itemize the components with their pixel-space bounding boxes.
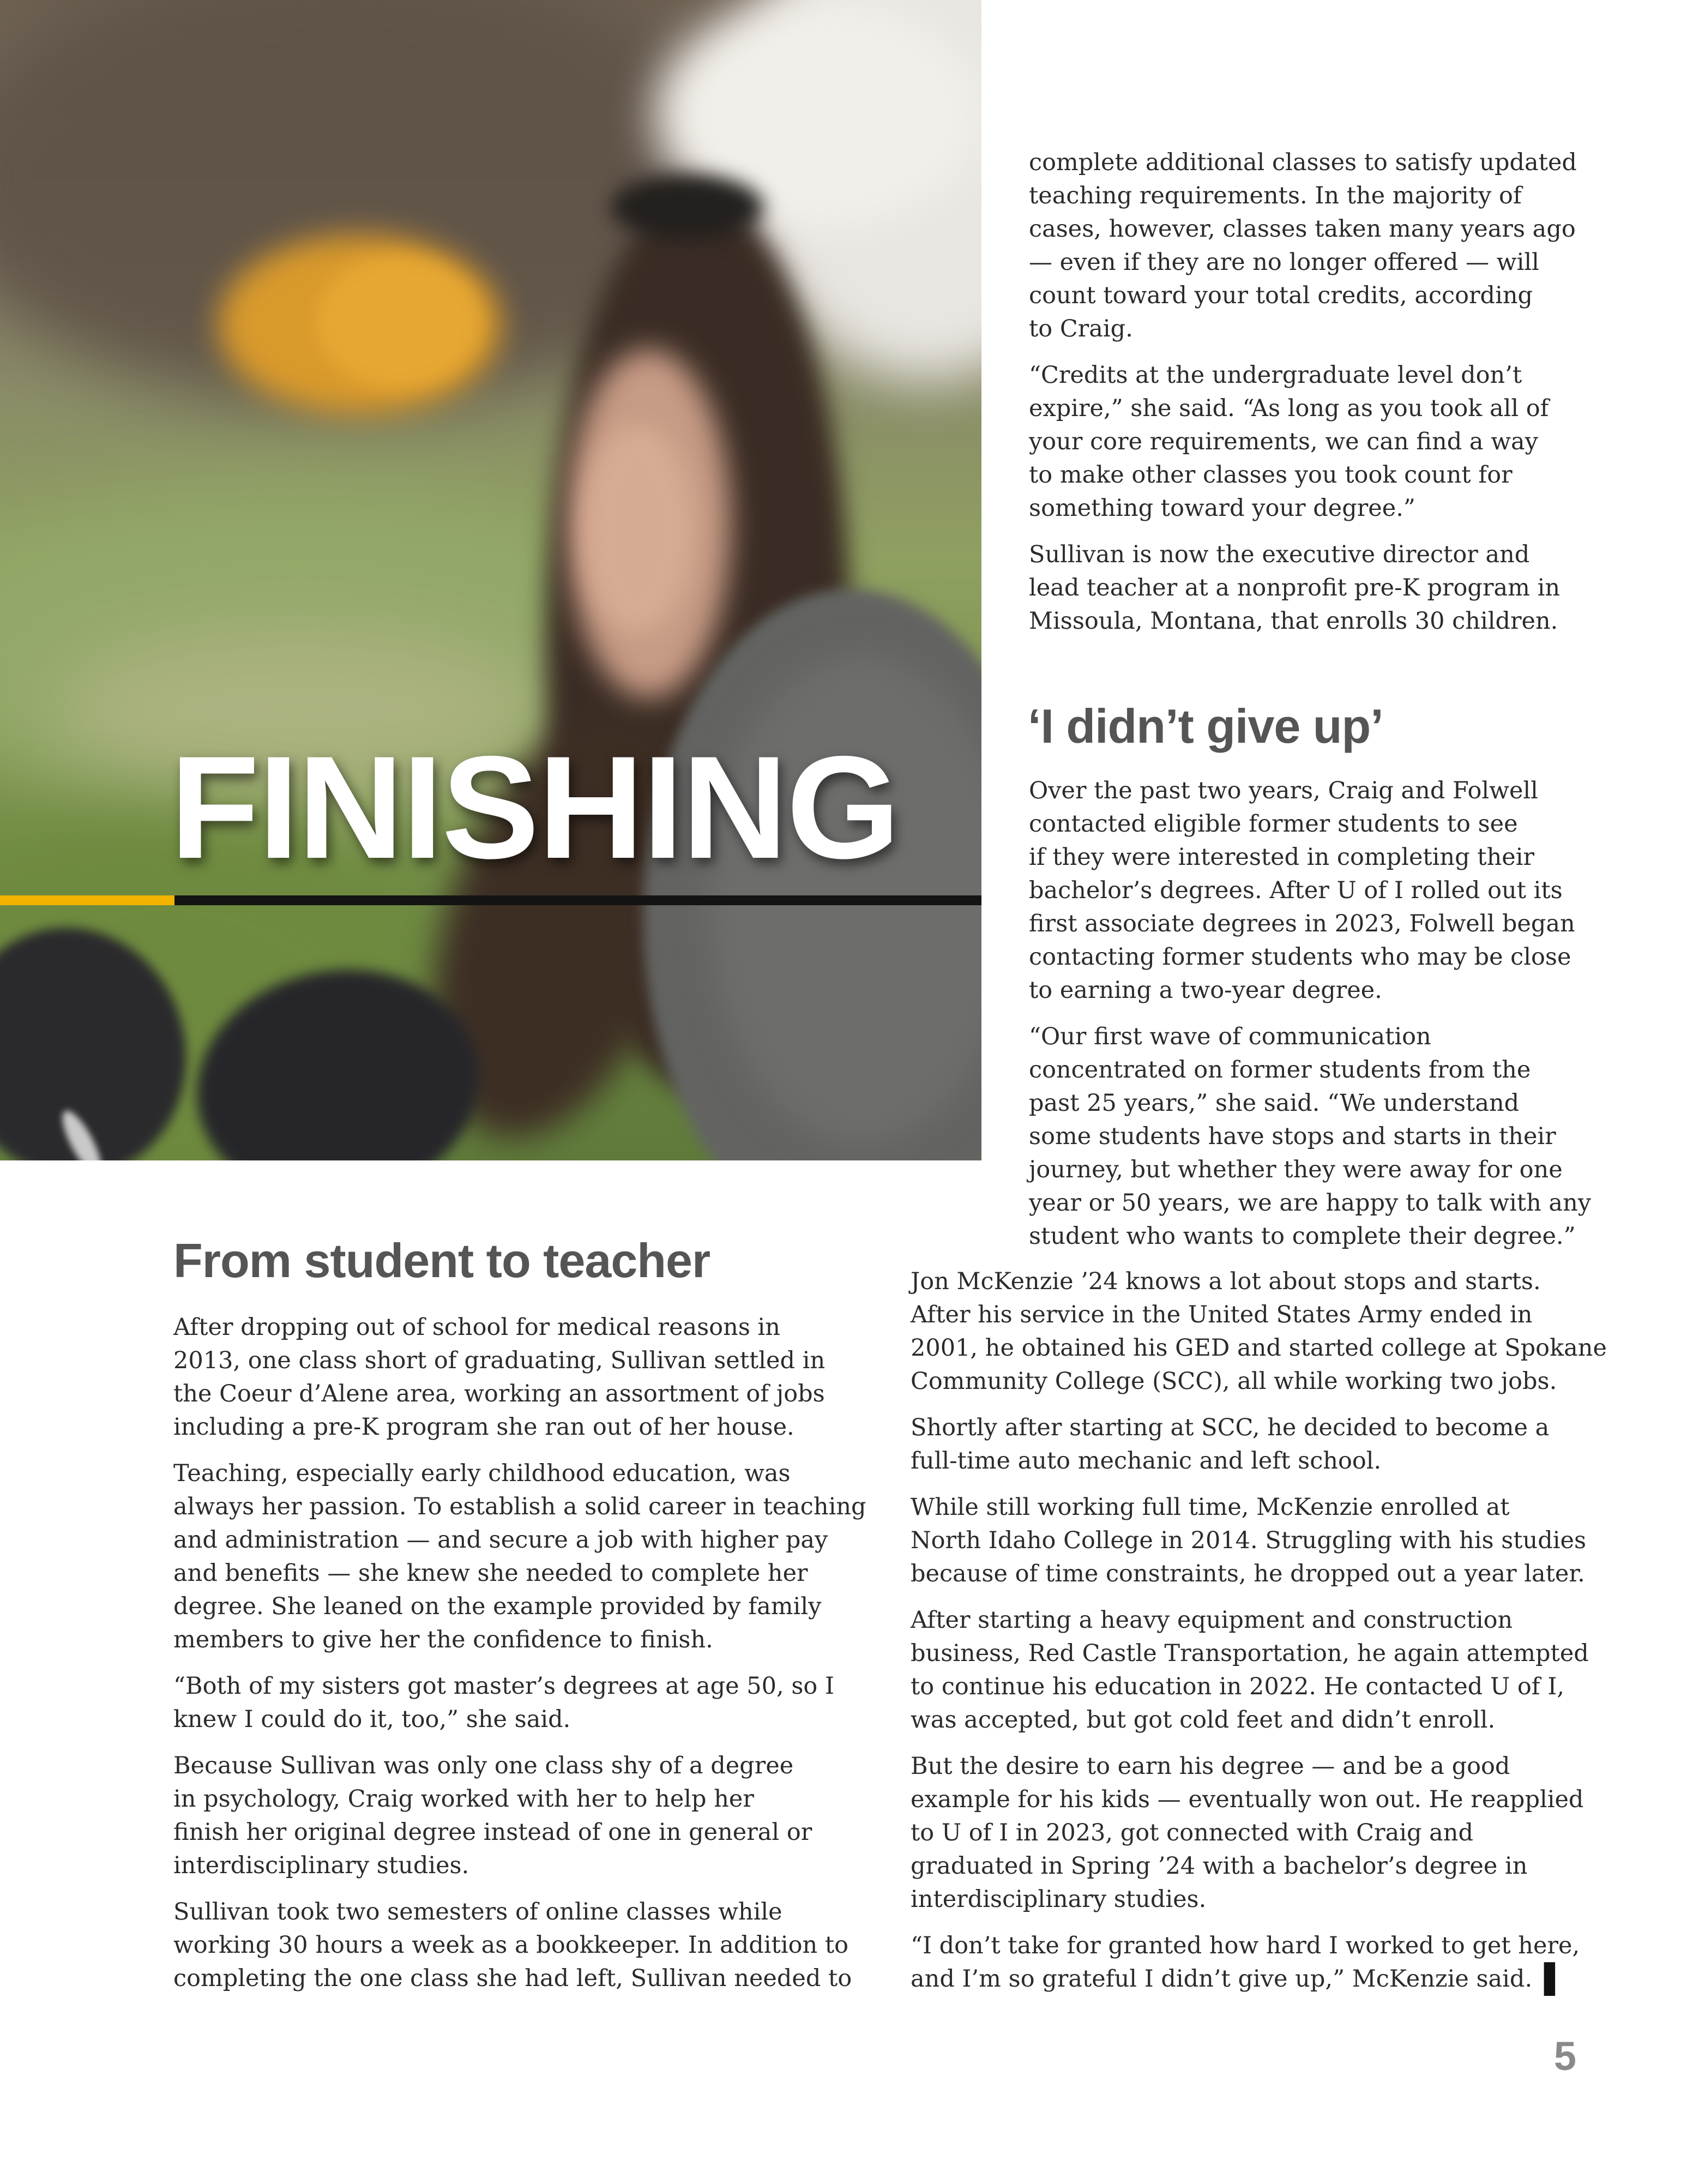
text-line: first associate degrees in 2023, Folwell began	[1029, 910, 1575, 937]
text-line: always her passion. To establish a solid career in teaching	[173, 1493, 866, 1520]
text-line: interdisciplinary studies.	[173, 1852, 469, 1879]
paragraph	[173, 1670, 866, 1736]
text-line: because of time constraints, he dropped out a year later.	[911, 1560, 1585, 1587]
paragraph	[173, 1457, 866, 1657]
text-line: degree. She leaned on the example provided by family	[173, 1593, 822, 1620]
column-didnt-give-up	[1029, 774, 1591, 1266]
text-line: count toward your total credits, according	[1029, 282, 1533, 309]
text-line: “I don’t take for granted how hard I worked to get here,	[911, 1932, 1580, 1959]
text-line: While still working full time, McKenzie enrolled at	[911, 1494, 1510, 1521]
paragraph	[911, 1604, 1607, 1737]
text-line: interdisciplinary studies.	[911, 1886, 1207, 1913]
text-line: including a pre-K program she ran out of her house.	[173, 1413, 794, 1441]
text-line: expire,” she said. “As long as you took all of	[1029, 395, 1549, 422]
text-line: cases, however, classes taken many years ago	[1029, 215, 1576, 243]
paragraph	[1029, 1020, 1591, 1253]
text-line: members to give her the confidence to finish.	[173, 1626, 713, 1653]
text-line: to U of I in 2023, got connected with Craig and	[911, 1819, 1474, 1846]
text-line: After his service in the United States Army ended in	[911, 1301, 1533, 1328]
text-line	[911, 1963, 1607, 1996]
text-line: But the desire to earn his degree — and be a good	[911, 1753, 1510, 1780]
text-line: Shortly after starting at SCC, he decided to become a	[911, 1414, 1550, 1441]
text-line: contacted eligible former students to see	[1029, 810, 1518, 838]
text-line: to continue his education in 2022. He contacted U of I,	[911, 1673, 1565, 1700]
text-line: teaching requirements. In the majority of	[1029, 182, 1522, 209]
text-line: North Idaho College in 2014. Struggling with his studies	[911, 1527, 1587, 1554]
text-line: Because Sullivan was only one class shy of a degree	[173, 1752, 794, 1779]
text-line: past 25 years,” she said. “We understand	[1029, 1090, 1520, 1117]
paragraph	[1029, 146, 1577, 346]
paragraph	[1029, 538, 1577, 638]
section-heading-student-to-teacher: From student to teacher	[173, 1234, 710, 1287]
text-line: example for his kids — eventually won out. He reapplied	[911, 1786, 1584, 1813]
page-number: 5	[1553, 2033, 1576, 2079]
text-line: lead teacher at a nonprofit pre-K program in	[1029, 574, 1561, 601]
paragraph	[173, 1749, 866, 1882]
text-line: if they were interested in completing their	[1029, 844, 1535, 871]
paragraph	[911, 1265, 1607, 1398]
text-line: Over the past two years, Craig and Folwell	[1029, 777, 1538, 804]
text-line: Community College (SCC), all while working two jobs.	[911, 1368, 1557, 1395]
paragraph	[911, 1491, 1607, 1591]
paragraph	[173, 1896, 866, 1995]
text-line: After starting a heavy equipment and construction	[911, 1607, 1513, 1634]
title-underline-gold	[0, 895, 174, 905]
text-line-content: and I’m so grateful I didn’t give up,” McKenzie said.	[911, 1965, 1533, 1993]
text-line: your core requirements, we can find a way	[1029, 428, 1538, 455]
text-line: “Both of my sisters got master’s degrees at age 50, so I	[173, 1672, 834, 1700]
text-line: full-time auto mechanic and left school.	[911, 1447, 1382, 1475]
text-line: journey, but whether they were away for one	[1029, 1156, 1563, 1183]
photo-yellow-booth-highlight	[316, 256, 480, 387]
text-line: concentrated on former students from the	[1029, 1056, 1531, 1084]
text-line: After dropping out of school for medical reasons in	[173, 1314, 781, 1341]
text-line: student who wants to complete their degree.”	[1029, 1223, 1576, 1250]
paragraph	[1029, 359, 1577, 525]
vandal-end-mark-icon: ▌	[1544, 1963, 1567, 1996]
text-line: to Craig.	[1029, 315, 1133, 342]
photo-sunglasses-shape	[611, 175, 763, 240]
text-line: “Credits at the undergraduate level don’t	[1029, 362, 1522, 389]
page-title: FINISHING	[170, 725, 899, 889]
text-line: completing the one class she had left, Sullivan needed to	[173, 1965, 852, 1992]
photo-face-highlight	[583, 425, 692, 633]
text-line: finish her original degree instead of one in general or	[173, 1819, 812, 1846]
paragraph	[911, 1750, 1607, 1916]
text-line: 2001, he obtained his GED and started college at Spokane	[911, 1334, 1607, 1362]
text-line: Teaching, especially early childhood education, was	[173, 1460, 791, 1487]
text-line: to make other classes you took count for	[1029, 461, 1513, 489]
text-line: the Coeur d’Alene area, working an assortment of jobs	[173, 1380, 825, 1407]
text-line: something toward your degree.”	[1029, 495, 1415, 522]
text-line: was accepted, but got cold feet and didn’t enroll.	[911, 1706, 1496, 1734]
paragraph	[173, 1311, 866, 1444]
text-line: contacting former students who may be close	[1029, 943, 1571, 971]
text-line: business, Red Castle Transportation, he again attempted	[911, 1640, 1589, 1667]
text-line: working 30 hours a week as a bookkeeper. In addition to	[173, 1932, 848, 1959]
text-line: in psychology, Craig worked with her to help her	[173, 1785, 754, 1813]
text-line: year or 50 years, we are happy to talk with any	[1029, 1189, 1592, 1217]
paragraph	[911, 1411, 1607, 1478]
text-line: graduated in Spring ’24 with a bachelor’s degree in	[911, 1852, 1528, 1880]
text-line: “Our first wave of communication	[1029, 1023, 1431, 1050]
text-line: bachelor’s degrees. After U of I rolled out its	[1029, 877, 1563, 904]
paragraph	[1029, 774, 1591, 1007]
text-line: knew I could do it, too,” she said.	[173, 1706, 571, 1733]
text-line: and benefits — she knew she needed to complete her	[173, 1560, 808, 1587]
text-line: complete additional classes to satisfy updated	[1029, 149, 1577, 176]
column-top-right	[1029, 146, 1577, 651]
text-line: some students have stops and starts in their	[1029, 1123, 1556, 1150]
title-underline-black	[174, 895, 981, 905]
column-student-to-teacher	[173, 1311, 866, 2008]
paragraph	[911, 1929, 1607, 1996]
text-line: — even if they are no longer offered — will	[1029, 249, 1539, 276]
text-line: 2013, one class short of graduating, Sullivan settled in	[173, 1347, 826, 1374]
section-heading-didnt-give-up: ‘I didn’t give up’	[1028, 699, 1383, 753]
column-bottom-right	[911, 1265, 1607, 2009]
text-line: Sullivan is now the executive director and	[1029, 541, 1530, 568]
text-line: and administration — and secure a job with higher pay	[173, 1526, 828, 1554]
text-line: Missoula, Montana, that enrolls 30 children.	[1029, 607, 1558, 635]
text-line: Jon McKenzie ’24 knows a lot about stops and starts.	[911, 1268, 1541, 1295]
hero-photo	[0, 0, 981, 1160]
text-line: to earning a two-year degree.	[1029, 977, 1382, 1004]
text-line: Sullivan took two semesters of online classes while	[173, 1898, 782, 1926]
